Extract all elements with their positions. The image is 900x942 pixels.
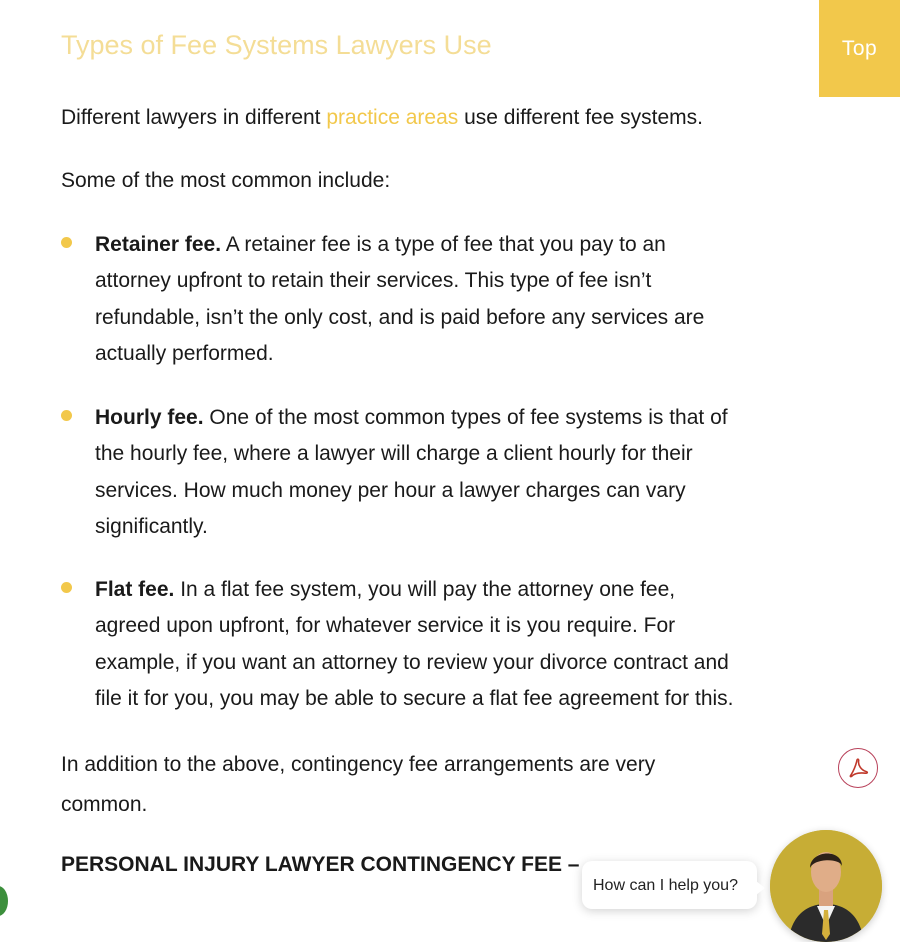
pdf-download-button[interactable] (838, 748, 878, 788)
list-item-text-line: One of the most common types of fee systems is that of (203, 406, 728, 429)
lawyer-portrait-icon (770, 830, 882, 942)
list-item-text-line: A retainer fee is a type of fee that you pay to an (221, 233, 666, 256)
bullet-icon (61, 410, 72, 421)
chat-prompt-bubble[interactable]: How can I help you? (582, 861, 757, 909)
lead-in-paragraph: Some of the most common include: (61, 169, 391, 192)
outro-paragraph (61, 745, 655, 825)
outro-line-1: In addition to the above, contingency fee arrangements are very (61, 753, 656, 776)
list-item-text-line: file it for you, you may be able to secure a flat fee agreement for this. (95, 687, 734, 711)
bullet-icon (61, 237, 72, 248)
list-item-text-line: example, if you want an attorney to review your divorce contract and (95, 650, 729, 674)
section-title: Types of Fee Systems Lawyers Use (61, 30, 492, 60)
intro-paragraph (61, 100, 703, 136)
list-item-text-line: agreed upon upfront, for whatever service it is you require. For (95, 614, 676, 638)
list-item-text-line: services. How much money per hour a lawyer charges can vary (95, 478, 686, 502)
practice-areas-link[interactable]: practice areas (326, 106, 459, 129)
lawyer-avatar[interactable] (770, 830, 882, 942)
outro-line-2: common. (61, 793, 148, 816)
intro-text-before: Different lawyers in different (61, 106, 327, 129)
list-item-text-line: significantly. (95, 515, 208, 539)
pdf-icon (846, 756, 870, 780)
list-item-text-line: actually performed. (95, 342, 274, 366)
list-item-hourly-fee (61, 400, 771, 546)
bullet-icon (61, 582, 72, 593)
list-item-retainer-fee (61, 227, 771, 373)
list-item-term: Hourly fee. (95, 406, 204, 429)
list-item-text-line: attorney upfront to retain their services. This type of fee isn’t (95, 269, 652, 293)
list-item-term: Flat fee. (95, 578, 175, 601)
contingency-fee-subheading: PERSONAL INJURY LAWYER CONTINGENCY FEE – (61, 853, 580, 876)
list-item-text-line: refundable, isn’t the only cost, and is paid before any services are (95, 305, 705, 329)
list-item-text-line: In a flat fee system, you will pay the attorney one fee, (174, 578, 676, 601)
list-item-text-line: the hourly fee, where a lawyer will charge a client hourly for their (95, 442, 693, 466)
list-item-term: Retainer fee. (95, 233, 222, 256)
intro-text-after: use different fee systems. (458, 106, 703, 129)
list-item-flat-fee (61, 572, 771, 718)
back-to-top-button[interactable]: Top (819, 0, 900, 97)
decorative-edge-shape (0, 886, 8, 916)
